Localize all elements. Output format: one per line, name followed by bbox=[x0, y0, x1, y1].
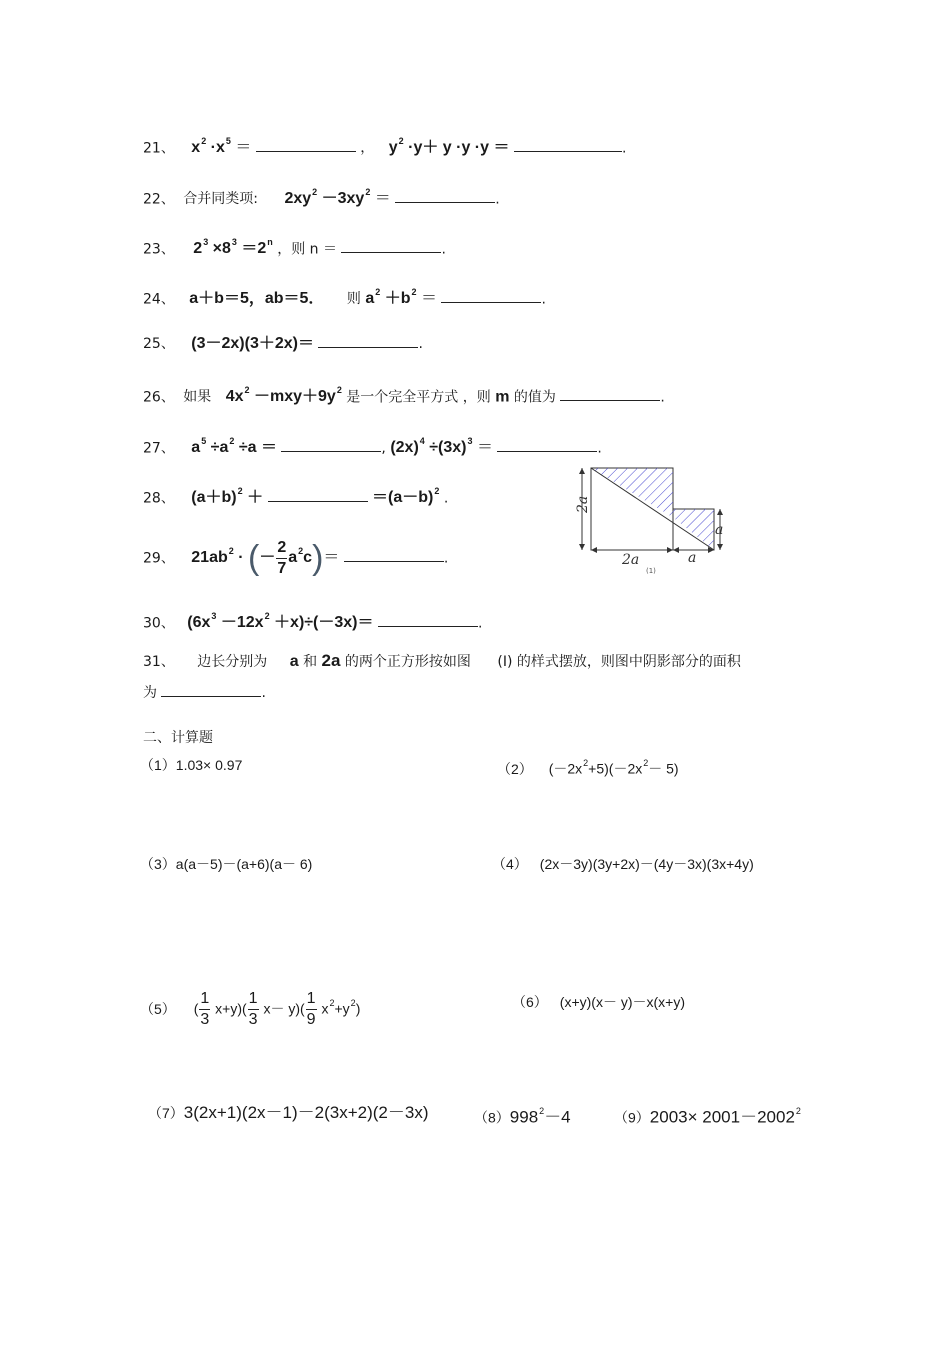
math-text: 2xy bbox=[284, 190, 312, 208]
question-text: 的样式摆放，则图中阴影部分的面积 bbox=[516, 654, 741, 670]
question-29 bbox=[143, 530, 448, 581]
numerator: 1 bbox=[199, 989, 210, 1010]
question-text: 边长分别为 bbox=[197, 654, 268, 670]
squares-figure bbox=[574, 462, 734, 577]
period: . bbox=[660, 389, 665, 406]
calc-4 bbox=[492, 853, 754, 875]
question-number: 24、 bbox=[143, 291, 175, 308]
math-text: m bbox=[495, 388, 510, 406]
math-text: － bbox=[259, 549, 276, 567]
problem-expr: (x+y)(x－ y)－x(x+y) bbox=[559, 994, 686, 1010]
math-text: (a＋b) bbox=[191, 489, 237, 507]
math-text: · bbox=[210, 139, 216, 157]
question-25 bbox=[143, 331, 423, 355]
period: . bbox=[443, 550, 449, 567]
exponent: n bbox=[267, 237, 273, 247]
period: . bbox=[477, 615, 483, 632]
section-heading: 二、计算题 bbox=[143, 730, 213, 746]
exponent: 5 bbox=[201, 436, 207, 446]
math-text: 2 bbox=[193, 240, 203, 258]
question-text: 如果 bbox=[183, 389, 212, 406]
math-text: (2x) bbox=[390, 439, 419, 457]
answer-blank[interactable] bbox=[318, 331, 418, 348]
question-label: 合并同类项: bbox=[183, 191, 258, 208]
problem-expr: x－ y)( bbox=[263, 1000, 305, 1017]
denominator: 3 bbox=[200, 1011, 210, 1029]
question-28 bbox=[143, 482, 448, 509]
problem-expr: +5)(－2x bbox=[588, 760, 643, 777]
problem-number: （3） bbox=[140, 856, 176, 872]
math-text: a bbox=[191, 439, 201, 457]
math-text: ＝ bbox=[420, 290, 437, 308]
exponent: 3 bbox=[467, 436, 473, 446]
exponent: 2 bbox=[795, 1106, 801, 1116]
problem-expr: － 5) bbox=[648, 760, 679, 777]
answer-blank[interactable] bbox=[560, 384, 660, 401]
problem-number: （8） bbox=[474, 1109, 510, 1126]
calc-3 bbox=[140, 853, 312, 875]
question-number: 27、 bbox=[143, 440, 175, 457]
exponent: 2 bbox=[350, 998, 356, 1008]
right-paren-icon: ) bbox=[312, 539, 324, 578]
calc-1 bbox=[140, 754, 242, 776]
math-text: a bbox=[288, 549, 298, 567]
question-text: 为 bbox=[143, 685, 157, 701]
math-text: a bbox=[289, 653, 299, 670]
math-text: ＝ bbox=[374, 190, 391, 208]
exponent: 2 bbox=[336, 385, 342, 395]
problem-number: （4） bbox=[492, 856, 528, 872]
period: . bbox=[441, 241, 446, 258]
problem-number: （9） bbox=[614, 1109, 650, 1126]
question-text: ，则 n ＝ bbox=[277, 241, 338, 258]
numerator: 1 bbox=[248, 989, 259, 1010]
problem-number: （5） bbox=[140, 1000, 176, 1017]
exponent: 2 bbox=[398, 136, 404, 146]
section-title bbox=[143, 727, 213, 749]
math-text: 2a bbox=[321, 651, 341, 670]
math-text: x bbox=[215, 139, 225, 157]
exponent: 3 bbox=[203, 237, 209, 247]
exponent: 2 bbox=[201, 136, 207, 146]
problem-expr: (2x－3y)(3y+2x)－(4y－3x)(3x+4y) bbox=[539, 856, 754, 872]
exponent: 2 bbox=[375, 287, 381, 297]
period: . bbox=[541, 291, 546, 308]
right-label: a bbox=[715, 522, 724, 538]
answer-blank[interactable] bbox=[378, 610, 478, 627]
question-26 bbox=[143, 381, 665, 408]
question-text: 则 bbox=[346, 291, 361, 308]
problem-number: （2） bbox=[497, 760, 533, 777]
math-text: ＋b bbox=[384, 290, 411, 308]
figure-ref: (I) bbox=[497, 654, 513, 670]
math-text: y bbox=[388, 139, 398, 157]
question-30 bbox=[143, 607, 482, 634]
math-text: 4x bbox=[225, 388, 244, 406]
math-text: ×8 bbox=[212, 240, 231, 258]
exponent: 3 bbox=[231, 237, 237, 247]
answer-blank[interactable] bbox=[395, 186, 495, 203]
period: . bbox=[495, 191, 500, 208]
question-number: 25、 bbox=[143, 336, 175, 352]
problem-expr: －4 bbox=[544, 1107, 571, 1127]
problem-number: （7） bbox=[148, 1105, 184, 1121]
question-number: 22、 bbox=[143, 191, 175, 208]
separator: , bbox=[381, 440, 386, 457]
period: . bbox=[443, 490, 449, 507]
answer-blank[interactable] bbox=[256, 135, 356, 152]
math-text: (3－2x)(3＋2x)＝ bbox=[191, 335, 314, 352]
math-text: ÷a bbox=[210, 439, 229, 457]
fraction bbox=[199, 989, 210, 1030]
figure-caption: (1) bbox=[646, 567, 656, 575]
answer-blank[interactable] bbox=[441, 286, 541, 303]
answer-blank[interactable] bbox=[341, 236, 441, 253]
shaded-region-upper bbox=[591, 468, 673, 517]
exponent: 2 bbox=[229, 436, 235, 446]
period: . bbox=[261, 685, 266, 701]
math-text: ＝ bbox=[476, 439, 493, 457]
exponent: 2 bbox=[539, 1106, 545, 1116]
math-text: －3xy bbox=[321, 190, 365, 208]
fraction bbox=[276, 538, 287, 579]
question-31-line2 bbox=[143, 680, 266, 704]
problem-number: （1） bbox=[140, 757, 176, 773]
question-text: 和 bbox=[303, 654, 318, 670]
calc-9 bbox=[614, 1102, 801, 1129]
exponent: 2 bbox=[237, 486, 243, 496]
answer-blank[interactable] bbox=[514, 135, 622, 152]
exponent: 2 bbox=[264, 611, 270, 621]
math-text: －mxy＋9y bbox=[254, 388, 336, 406]
math-text: ÷a ＝ bbox=[238, 439, 277, 457]
exponent: 2 bbox=[365, 187, 371, 197]
question-number: 28、 bbox=[143, 490, 175, 507]
separator: ， bbox=[360, 140, 375, 157]
question-23 bbox=[143, 233, 446, 260]
fraction bbox=[248, 989, 259, 1030]
problem-expr: 998 bbox=[509, 1107, 539, 1127]
exponent: 2 bbox=[298, 546, 304, 556]
question-21 bbox=[143, 132, 626, 159]
left-paren-icon: ( bbox=[248, 539, 260, 578]
exponent: 2 bbox=[583, 758, 589, 768]
calc-7 bbox=[148, 1102, 429, 1124]
math-text: 21ab bbox=[191, 549, 228, 567]
problem-expr: ( bbox=[193, 1000, 199, 1017]
problem-expr: ) bbox=[355, 1000, 361, 1017]
period: . bbox=[418, 336, 423, 352]
question-number: 26、 bbox=[143, 389, 175, 406]
math-text: (6x bbox=[187, 614, 211, 632]
exponent: 2 bbox=[244, 385, 250, 395]
math-text: ＝2 bbox=[241, 240, 267, 258]
math-text: · bbox=[238, 549, 244, 567]
problem-number: （6） bbox=[512, 994, 548, 1010]
math-text: ＝ bbox=[235, 139, 252, 157]
numerator: 2 bbox=[276, 538, 287, 559]
question-number: 31、 bbox=[143, 654, 175, 670]
calc-6 bbox=[512, 991, 685, 1013]
denominator: 7 bbox=[277, 559, 287, 577]
question-27 bbox=[143, 432, 602, 459]
fraction bbox=[306, 989, 317, 1030]
exponent: 2 bbox=[312, 187, 318, 197]
problem-expr: a(a－5)－(a+6)(a－ 6) bbox=[175, 856, 313, 872]
exponent: 2 bbox=[434, 486, 440, 496]
exponent: 2 bbox=[228, 546, 234, 556]
math-text: ＝ bbox=[323, 549, 340, 567]
exponent: 5 bbox=[225, 136, 231, 146]
problem-expr: 1.03× 0.97 bbox=[175, 757, 243, 773]
math-text: a bbox=[365, 290, 375, 308]
math-text: ＋ bbox=[247, 489, 264, 507]
problem-expr: x+y)( bbox=[215, 1000, 247, 1017]
problem-expr: x bbox=[321, 1000, 329, 1017]
exponent: 3 bbox=[211, 611, 217, 621]
math-text: －12x bbox=[220, 614, 264, 632]
problem-expr: 2003× 2001－2002 bbox=[649, 1107, 795, 1127]
math-text: x bbox=[191, 139, 201, 157]
problem-expr: +y bbox=[334, 1000, 350, 1017]
bottom-label-large: 2a bbox=[622, 552, 640, 568]
question-24 bbox=[143, 283, 546, 310]
question-22 bbox=[143, 183, 500, 210]
exponent: 2 bbox=[411, 287, 417, 297]
shaded-region-lower bbox=[673, 509, 714, 550]
period: . bbox=[621, 140, 627, 157]
question-31 bbox=[143, 650, 741, 673]
exponent: 4 bbox=[419, 436, 425, 446]
math-text: c bbox=[303, 549, 313, 567]
calc-2 bbox=[497, 754, 679, 780]
question-number: 29、 bbox=[143, 550, 175, 567]
exponent: 2 bbox=[329, 998, 335, 1008]
answer-blank[interactable] bbox=[497, 435, 597, 452]
math-text: a＋b＝5，ab＝5． bbox=[189, 290, 325, 308]
math-text: ＋x)÷(－3x)＝ bbox=[274, 614, 374, 632]
answer-blank[interactable] bbox=[281, 435, 381, 452]
math-text: ·y＋ y ·y ·y ＝ bbox=[408, 139, 510, 157]
question-text: 的两个正方形按如图 bbox=[344, 654, 471, 670]
numerator: 1 bbox=[306, 989, 317, 1010]
answer-blank[interactable] bbox=[344, 545, 444, 562]
period: . bbox=[597, 440, 602, 457]
math-text: ÷(3x) bbox=[429, 439, 467, 457]
question-number: 23、 bbox=[143, 241, 175, 258]
calc-5 bbox=[140, 983, 360, 1031]
denominator: 9 bbox=[306, 1011, 316, 1029]
exponent: 2 bbox=[643, 758, 649, 768]
question-text: 的值为 bbox=[513, 389, 556, 406]
question-text: 是一个完全平方式 ，则 bbox=[346, 389, 491, 406]
calc-8 bbox=[474, 1102, 571, 1129]
problem-expr: (－2x bbox=[548, 760, 583, 777]
question-number: 21、 bbox=[143, 140, 175, 157]
bottom-label-small: a bbox=[688, 550, 697, 566]
answer-blank[interactable] bbox=[268, 485, 368, 502]
denominator: 3 bbox=[248, 1011, 258, 1029]
problem-expr: 3(2x+1)(2x－1)－2(3x+2)(2－3x) bbox=[183, 1103, 429, 1122]
left-label: 2a bbox=[575, 495, 591, 513]
answer-blank[interactable] bbox=[161, 680, 261, 697]
math-text: ＝(a－b) bbox=[372, 489, 434, 507]
question-number: 30、 bbox=[143, 615, 175, 632]
